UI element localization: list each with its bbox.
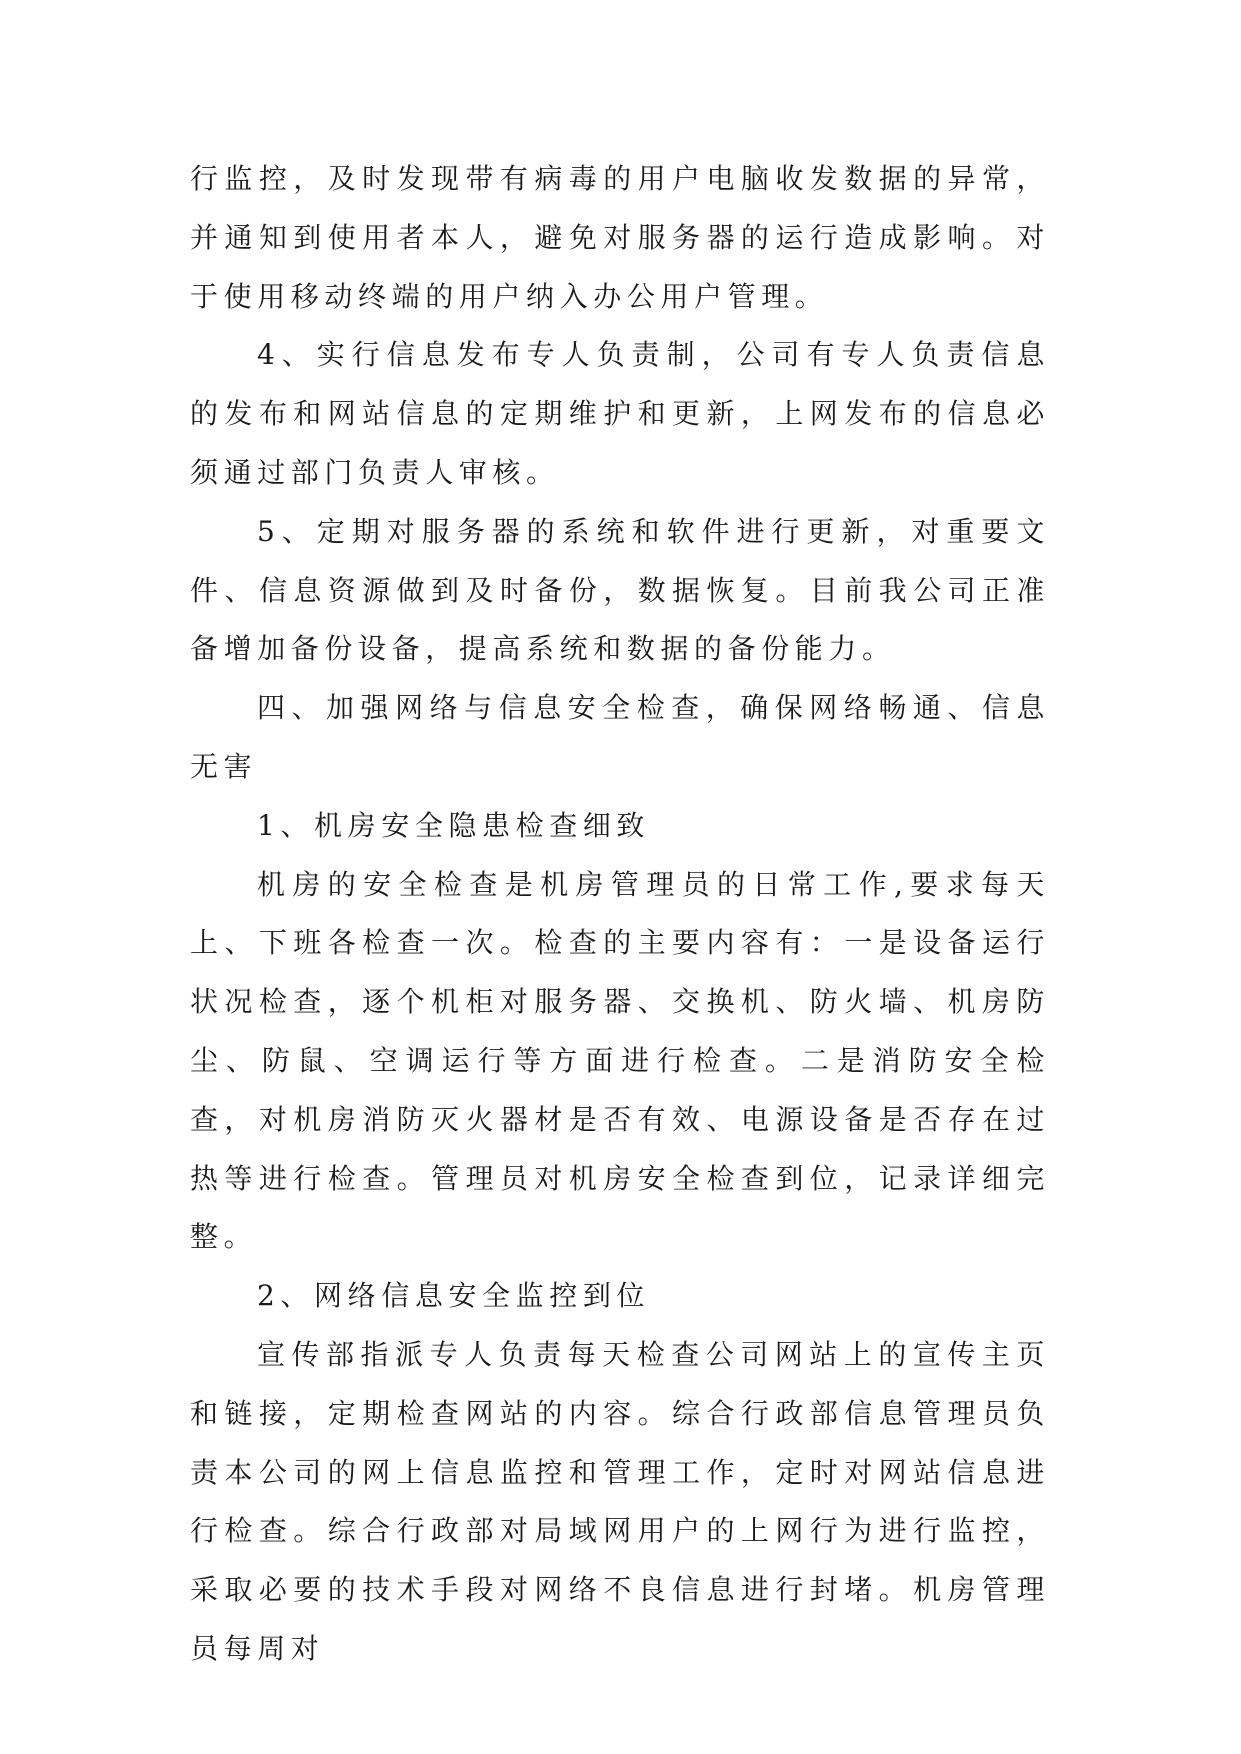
- subheading-1: 1、机房安全隐患检查细致: [257, 808, 651, 842]
- paragraph-item-5: 5、定期对服务器的系统和软件进行更新，对重要文件、信息资源做到及时备份，数据恢复。目前我公司正准备增加备份设备，提高系统和数据的备份能力。: [190, 514, 1050, 666]
- subheading-2: 2、网络信息安全监控到位: [257, 1279, 651, 1313]
- paragraph-continuation: 行监控，及时发现带有病毒的用户电脑收发数据的异常，并通知到使用者本人，避免对服务器的运行造成影响。对于使用移动终端的用户纳入办公用户管理。: [190, 162, 1050, 313]
- section-heading-4: 四、加强网络与信息安全检查，确保网络畅通、信息无害: [190, 691, 1050, 783]
- document-body: [190, 150, 1050, 1679]
- paragraph-network-monitoring: 宣传部指派专人负责每天检查公司网站上的宣传主页和链接，定期检查网站的内容。综合行政部信息管理员负责本公司的网上信息监控和管理工作，定时对网站信息进行检查。综合行政部对局域网用户的上网行为进行监控，采取必要的技术手段对网络不良信息进行封堵。机房管理员每周对: [190, 1337, 1050, 1665]
- paragraph-item-4: 4、实行信息发布专人负责制，公司有专人负责信息的发布和网站信息的定期维护和更新，上网发布的信息必须通过部门负责人审核。: [190, 338, 1050, 489]
- paragraph-machine-room-check: 机房的安全检查是机房管理员的日常工作,要求每天上、下班各检查一次。检查的主要内容有：一是设备运行状况检查，逐个机柜对服务器、交换机、防火墙、机房防尘、防鼠、空调运行等方面进行检查。二是消防安全检查，对机房消防灭火器材是否有效、电源设备是否存在过热等进行检查。管理员对机房安全检查到位，记录详细完整。: [190, 867, 1050, 1254]
